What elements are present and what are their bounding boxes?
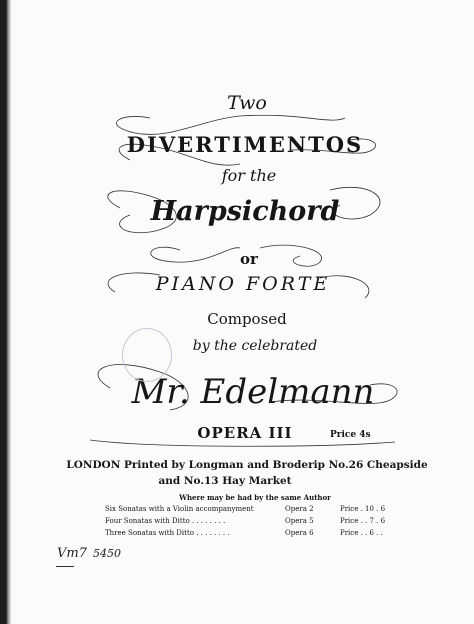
- title-line-for-the: for the: [221, 166, 277, 185]
- item-opus: Opera 5: [285, 517, 314, 525]
- catalogue-heading: Where may be had by the same Author: [179, 493, 331, 502]
- list-item: [105, 517, 405, 529]
- list-item: [105, 529, 405, 541]
- imprint-line-1: LONDON Printed by Longman and Broderip No.26 Cheapside: [66, 459, 428, 471]
- price-label: Price 4s: [330, 430, 371, 440]
- title-line-piano-forte: PIANO FORTE: [155, 273, 331, 295]
- imprint-line-2: and No.13 Hay Market: [158, 475, 292, 487]
- library-stamp: [122, 328, 172, 382]
- title-line-harpsichord: Harpsichord: [150, 196, 340, 227]
- title-line-or: or: [240, 250, 258, 268]
- composer-name: Mr. Edelmann: [131, 372, 375, 412]
- shelfmark: [57, 546, 121, 561]
- item-description: Six Sonatas with a Violin accompanyment: [105, 505, 254, 513]
- list-item: [105, 505, 405, 517]
- item-price: Price . . 6 . .: [340, 529, 383, 537]
- catalogue-list: [105, 505, 405, 541]
- title-line-composed: Composed: [207, 310, 287, 328]
- shelfmark-number: 5450: [93, 547, 121, 560]
- opus-number: OPERA III: [197, 424, 293, 442]
- item-price: Price . 10 . 6: [340, 505, 386, 513]
- title-line-two: Two: [227, 92, 267, 114]
- item-description: Three Sonatas with Ditto . . . . . . . .: [105, 529, 230, 537]
- item-description: Four Sonatas with Ditto . . . . . . . .: [105, 517, 226, 525]
- title-line-by-the-celebrated: by the celebrated: [192, 338, 318, 354]
- shelfmark-text: Vm7: [57, 546, 87, 561]
- shelfmark-underline: [56, 566, 74, 567]
- item-price: Price . . 7 . 6: [340, 517, 386, 525]
- item-opus: Opera 6: [285, 529, 314, 537]
- title-line-divertimentos: DIVERTIMENTOS: [126, 132, 364, 157]
- item-opus: Opera 2: [285, 505, 314, 513]
